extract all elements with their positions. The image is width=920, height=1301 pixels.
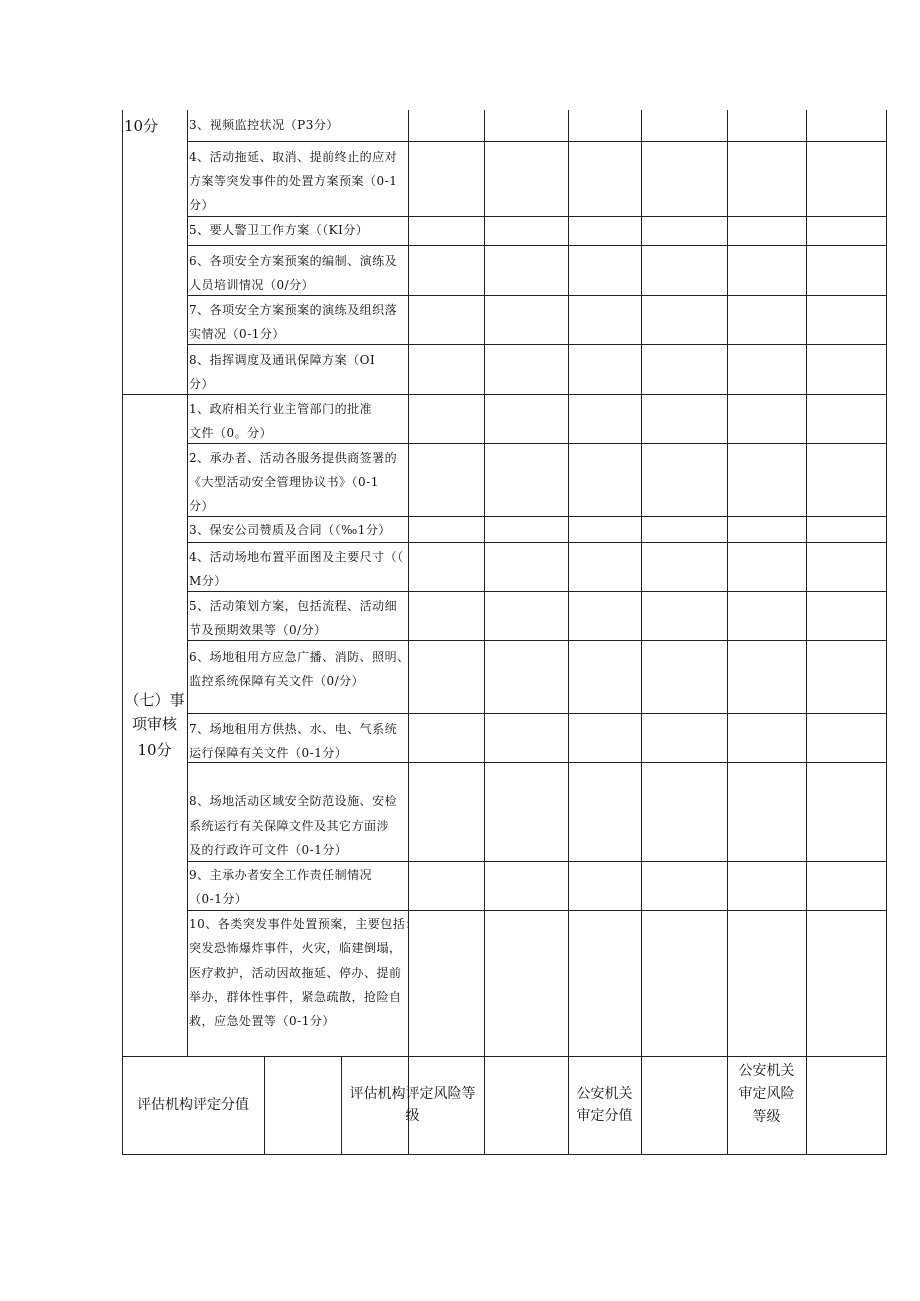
item-text: 8、指挥调度及通讯保障方案（OI [189, 353, 376, 367]
section-7-score: 10分 [137, 741, 172, 759]
section-7-title: （七）事 [124, 691, 185, 709]
col-divider [408, 110, 409, 1155]
row-divider [187, 245, 887, 246]
agency-score-label: 评估机构评定分值 [137, 1097, 249, 1113]
item-text: 节及预期效果等（0/分） [189, 623, 327, 637]
item-text: 分） [189, 198, 215, 212]
section-6-score-label: 10分 [124, 117, 159, 135]
item-text: 实情况（0-1分） [189, 327, 285, 341]
row-divider [187, 443, 887, 444]
row-divider [187, 516, 887, 517]
item-text: 文件（0。分） [189, 426, 273, 440]
police-score-label: 公安机关 [576, 1086, 633, 1102]
police-risk-level-label: 等级 [752, 1109, 781, 1125]
row-divider [187, 910, 887, 911]
item-text: 及的行政许可文件（0-1分） [189, 843, 348, 857]
item-text: 7、各项安全方案预案的演练及组织落 [189, 303, 398, 317]
table-border-bottom [122, 1154, 887, 1155]
col-divider [484, 110, 485, 1155]
footer-col-divider [264, 1056, 265, 1155]
item-text: 5、活动策划方案，包括流程、活动细 [189, 599, 398, 613]
col-divider [568, 110, 569, 1155]
item-text: 2、承办者、活动各服务提供商签署的 [189, 451, 398, 465]
item-text: 3、保安公司赞质及合同（（‰1分） [189, 523, 391, 537]
item-text: 5、要人警卫工作方案（（KI分） [189, 223, 369, 237]
item-text: 监控系统保障有关文件（0/分） [189, 674, 365, 688]
item-text: 举办，群体性事件，紧急疏散，抢险自 [189, 990, 402, 1004]
row-divider [187, 216, 887, 217]
item-text: 8、场地活动区域安全防范设施、安检 [189, 794, 398, 808]
item-text: 1、政府相关行业主管部门的批准 [189, 402, 373, 416]
row-divider [187, 344, 887, 345]
section-7-title: 项审核 [131, 715, 177, 733]
item-text: 4、活动拖延、取消、提前终止的应对 [189, 150, 398, 164]
item-text: 《大型活动安全管理协议书》（0-1 [189, 475, 379, 489]
table-border-left [122, 110, 123, 1155]
item-text: 救，应急处置等（0-1分） [189, 1014, 335, 1028]
item-text: 6、各项安全方案预案的编制、演练及 [189, 254, 398, 268]
section-divider [122, 394, 887, 395]
agency-risk-level-label: 评估机构评定风险等 [349, 1086, 476, 1102]
item-text: 4、活动场地布置平面图及主要尺寸（（ [189, 550, 404, 564]
police-risk-level-label: 公安机关 [738, 1063, 795, 1079]
item-text: 人员培训情况（0/分） [189, 278, 315, 292]
row-divider [187, 141, 887, 142]
row-divider [187, 591, 887, 592]
item-text: 运行保障有关文件（0-1分） [189, 746, 348, 760]
footer-top-border [122, 1056, 887, 1057]
item-text: 10、各类突发事件处置预案，主要包括： [189, 917, 418, 931]
item-text: 分） [189, 499, 215, 513]
police-risk-level-label: 审定风险 [738, 1086, 795, 1102]
item-text: M分） [189, 574, 227, 588]
col-divider [806, 110, 807, 1155]
item-text: 分） [189, 377, 215, 391]
item-text: 突发恐怖爆炸事件，火灾，临建倒塌， [189, 941, 402, 955]
agency-risk-level-label: 级 [405, 1108, 420, 1124]
col-divider [727, 110, 728, 1155]
row-divider [187, 713, 887, 714]
item-text: （0-1分） [189, 892, 248, 906]
item-text: 7、场地租用方供热、水、电、气系统 [189, 722, 398, 736]
police-score-label: 审定分值 [576, 1108, 633, 1124]
item-text: 医疗救护，活动因故拖延、停办、提前 [189, 966, 402, 980]
item-text: 3、视频监控状况（P3分） [189, 118, 339, 132]
item-text: 系统运行有关保障文件及其它方面涉 [189, 819, 390, 833]
item-text: 9、主承办者安全工作责任制情况 [189, 868, 373, 882]
col-divider [641, 110, 642, 1155]
item-text: 方案等突发事件的处置方案预案（0-1 [189, 174, 398, 188]
col-divider-category [187, 110, 188, 1056]
item-text: 6、场地租用方应急广播、消防、照明、 [189, 650, 410, 664]
table-border-right [886, 110, 887, 1155]
